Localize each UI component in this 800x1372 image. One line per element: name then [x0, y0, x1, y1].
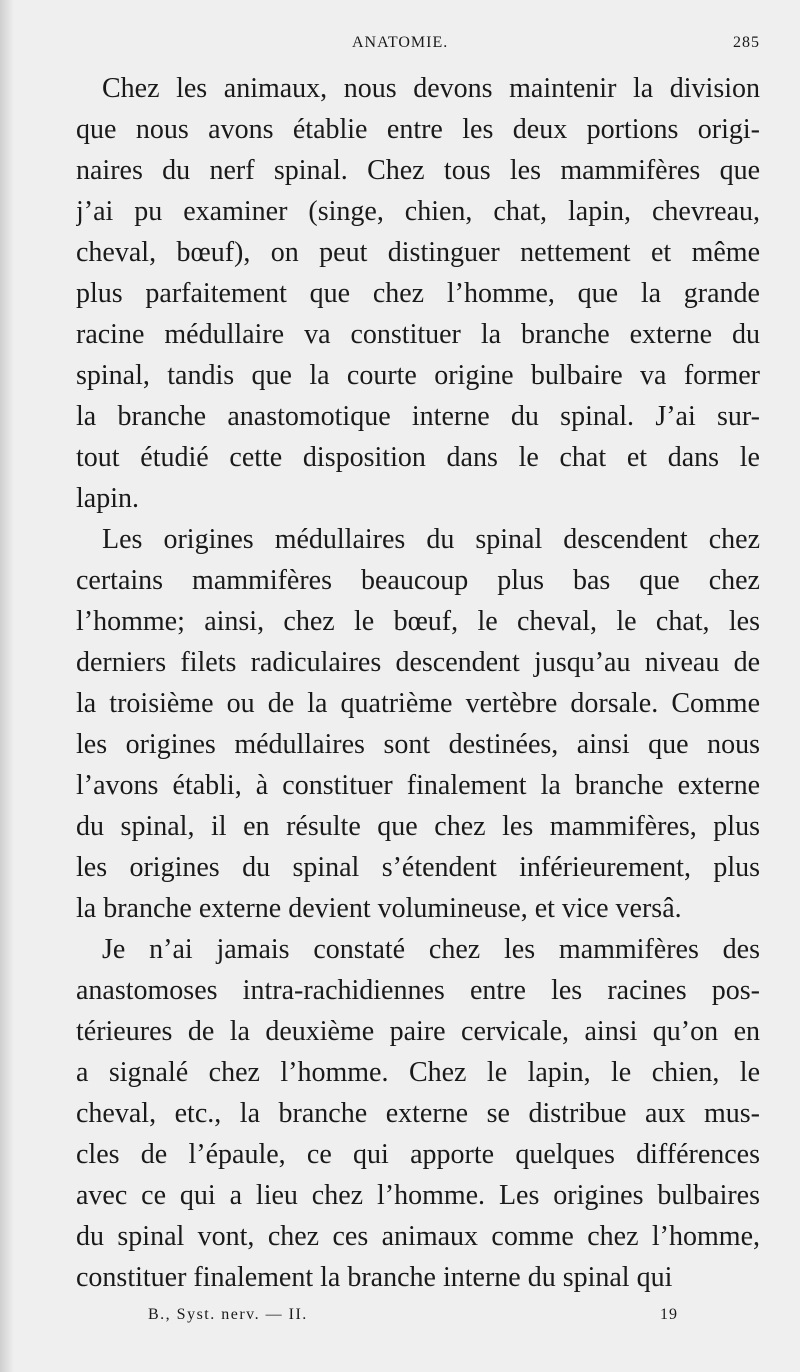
- text-line: naires du nerf spinal. Chez tous les mammifères que: [76, 155, 760, 186]
- text-line: térieures de la deuxième paire cervicale, ainsi qu’on en: [76, 1016, 760, 1047]
- paragraph: [76, 521, 760, 931]
- printer-signature: B., Syst. nerv. — II.: [148, 1306, 308, 1323]
- text-line: cheval, bœuf), on peut distinguer nettement et même: [76, 237, 760, 268]
- text-line: du spinal, il en résulte que chez les mammifères, plus: [76, 811, 760, 842]
- text-line: du spinal vont, chez ces animaux comme chez l’homme,: [76, 1221, 760, 1252]
- body-text: [76, 70, 760, 1300]
- text-line: Je n’ai jamais constaté chez les mammifères des: [102, 934, 760, 965]
- text-line: j’ai pu examiner (singe, chien, chat, lapin, chevreau,: [76, 196, 760, 227]
- text-line: constituer finalement la branche interne du spinal qui: [76, 1262, 673, 1293]
- text-line: l’homme; ainsi, chez le bœuf, le cheval, le chat, les: [76, 606, 760, 637]
- text-line: racine médullaire va constituer la branche externe du: [76, 319, 760, 350]
- text-line: que nous avons établie entre les deux portions origi-: [76, 114, 760, 145]
- text-line: cles de l’épaule, ce qui apporte quelques différences: [76, 1139, 760, 1170]
- text-line: certains mammifères beaucoup plus bas que chez: [76, 565, 760, 596]
- text-line: la troisième ou de la quatrième vertèbre dorsale. Comme: [76, 688, 760, 719]
- text-line: a signalé chez l’homme. Chez le lapin, le chien, le: [76, 1057, 760, 1088]
- text-line: les origines du spinal s’étendent inférieurement, plus: [76, 852, 760, 883]
- page-footer: [0, 1306, 800, 1334]
- running-head-title: ANATOMIE.: [352, 34, 449, 51]
- paragraph: [76, 931, 760, 1300]
- text-line: avec ce qui a lieu chez l’homme. Les origines bulbaires: [76, 1180, 760, 1211]
- text-line: la branche anastomotique interne du spinal. J’ai sur-: [76, 401, 760, 432]
- text-line: plus parfaitement que chez l’homme, que la grande: [76, 278, 760, 309]
- text-line: lapin.: [76, 483, 139, 514]
- text-line: Les origines médullaires du spinal descendent chez: [102, 524, 760, 555]
- text-line: derniers filets radiculaires descendent jusqu’au niveau de: [76, 647, 760, 678]
- text-line: spinal, tandis que la courte origine bulbaire va former: [76, 360, 760, 391]
- text-line: anastomoses intra-rachidiennes entre les racines pos-: [76, 975, 760, 1006]
- text-line: cheval, etc., la branche externe se distribue aux mus-: [76, 1098, 760, 1129]
- text-line: la branche externe devient volumineuse, et vice versâ.: [76, 893, 682, 924]
- text-line: l’avons établi, à constituer finalement la branche externe: [76, 770, 760, 801]
- text-line: tout étudié cette disposition dans le chat et dans le: [76, 442, 760, 473]
- page-number: 285: [733, 34, 760, 51]
- paragraph: [76, 70, 760, 521]
- text-line: Chez les animaux, nous devons maintenir la division: [102, 73, 760, 104]
- running-head: [0, 34, 800, 58]
- text-line: les origines médullaires sont destinées, ainsi que nous: [76, 729, 760, 760]
- sheet-number: 19: [660, 1306, 678, 1323]
